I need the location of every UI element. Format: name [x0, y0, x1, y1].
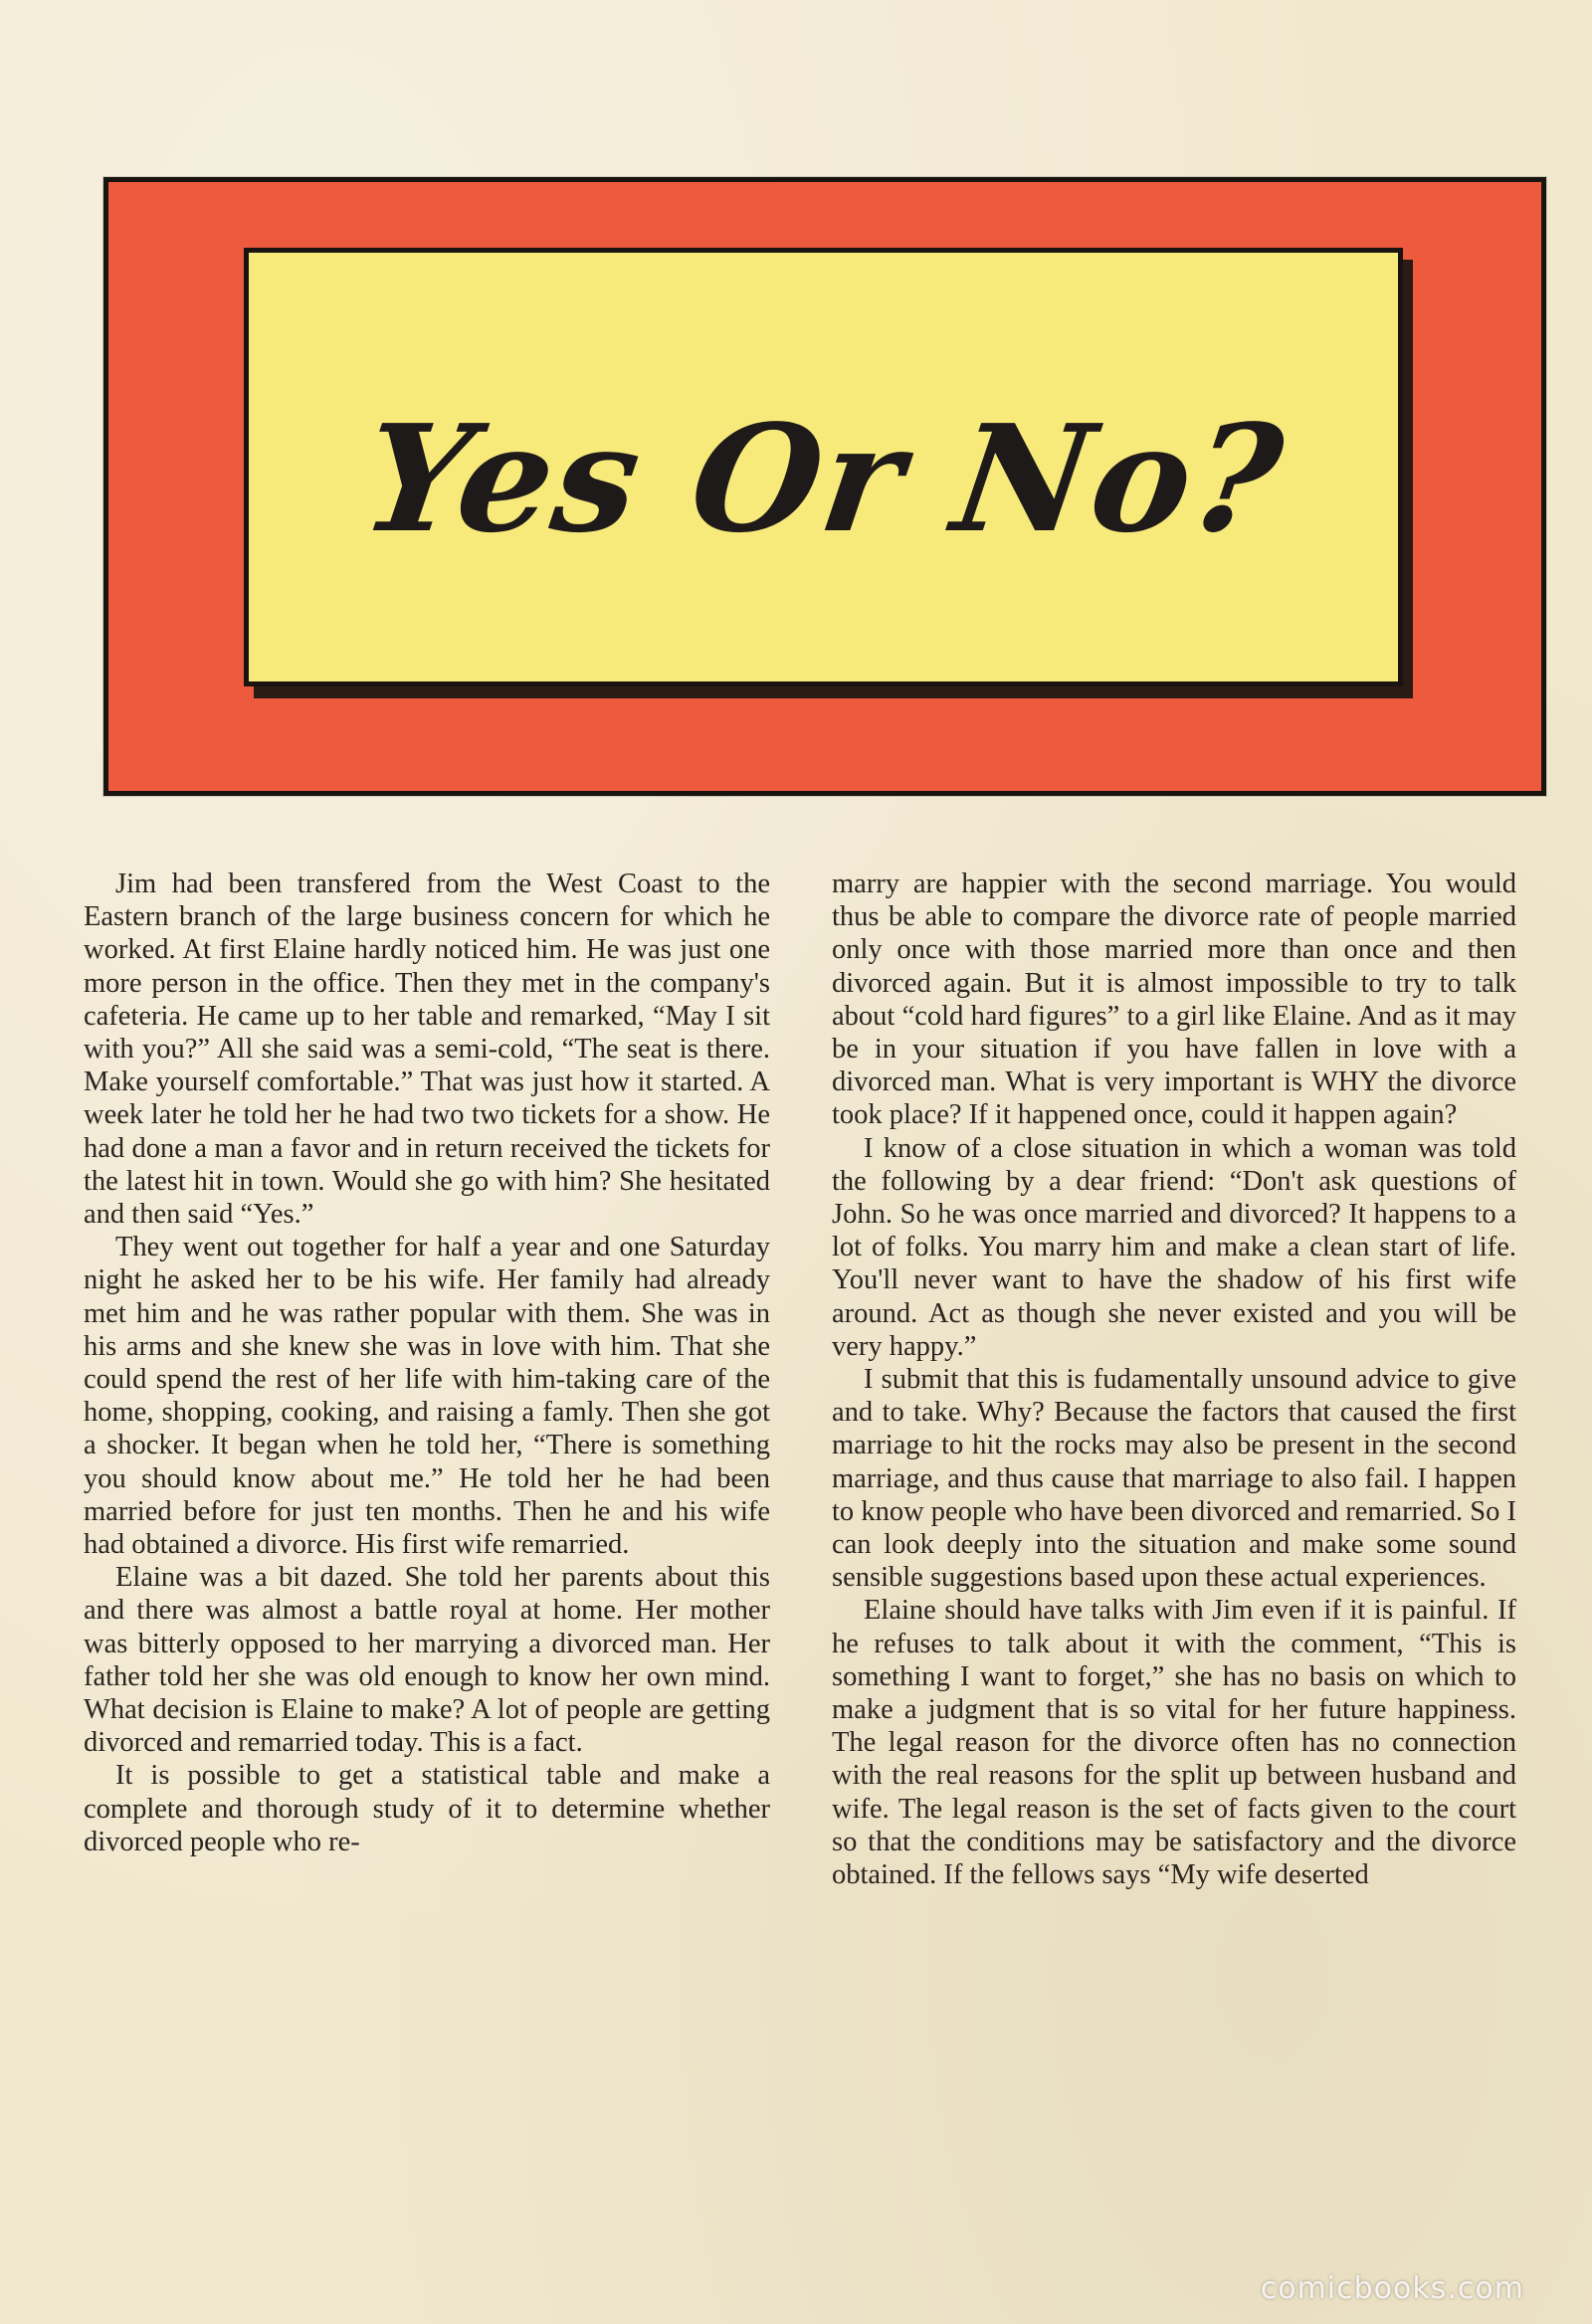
paragraph: Jim had been transfered from the West Coast to the Eastern branch of the large business concern for which he worked. At first Elaine hardly noticed him. He was just one more person in the office. Then they met in the company's cafeteria. He came up to her table and remarked, “May I sit with you?” All she said was a semi-cold, “The seat is there. Make yourself comfortable.” That was just how it started. A week later he told her he had two two tickets for a show. He had done a man a favor and in return received the tickets for the latest hit in town. Would she go with him? She hesitated and then said “Yes.”: [84, 869, 770, 1231]
text-column-right: [832, 868, 1516, 1891]
paragraph: Elaine should have talks with Jim even if it is painful. If he refuses to talk about it with the comment, “This is something I want to forget,” she has no basis on which to make a judgment that is so vital for her future happiness. The legal reason for the divorce often has no connection with the real reasons for the split up between husband and wife. The legal reason is the set of facts given to the court so that the conditions may be satisfactory and the divorce obtained. If the fellows says “My wife deserted: [832, 1595, 1516, 1891]
text-column-left: [84, 868, 770, 1858]
story-title: Yes Or No?: [352, 392, 1294, 565]
paragraph-continued: marry are happier with the second marriage. You would thus be able to compare the divorce rate of people married only once with those married more than once and then divorced again. But it is almost impossible to try to talk about “cold hard figures” to a girl like Elaine. And as it may be in your situation if you have fallen in love with a divorced man. What is very important is WHY the divorce took place? If it happened once, could it happen again?: [832, 869, 1516, 1131]
paragraph: Elaine was a bit dazed. She told her parents about this and there was almost a battle royal at home. Her mother was bitterly opposed to her marrying a divorced man. Her father told her she was old enough to know her own mind. What decision is Elaine to make? A lot of people are getting divorced and remarried today. This is a fact.: [84, 1562, 770, 1759]
title-banner-panel: [244, 248, 1403, 686]
title-banner-frame: [103, 177, 1546, 796]
paragraph: It is possible to get a statistical table and make a complete and thorough study of it to determine whether divorced people who re-: [84, 1760, 770, 1857]
paragraph: I know of a close situation in which a woman was told the following by a dear friend: “Don't ask questions of John. So he was once married and divorced? It happens to a lot of folks. You marry him and make a clean start of life. You'll never want to have the shadow of his first wife around. Act as though she never existed and you will be very happy.”: [832, 1132, 1516, 1362]
site-watermark: comicbooks.com: [1260, 2271, 1524, 2306]
paragraph: I submit that this is fudamentally unsound advice to give and to take. Why? Because the factors that caused the first marriage to hit the rocks may also be present in the second marriage, and thus cause that marriage to also fail. I happen to know people who have been divorced and remarried. So I can look deeply into the situation and make some sound sensible suggestions based upon these actual experiences.: [832, 1364, 1516, 1594]
paragraph: They went out together for half a year and one Saturday night he asked her to be his wife. Her family had already met him and he was rather popular with them. She was in his arms and she knew she was in love with him. That she could spend the rest of her life with him-taking care of the home, shopping, cooking, and raising a famly. Then she got a shocker. It began when he told her, “There is something you should know about me.” He told her he had been married before for just ten months. Then he and his wife had obtained a divorce. His first wife remarried.: [84, 1232, 770, 1561]
